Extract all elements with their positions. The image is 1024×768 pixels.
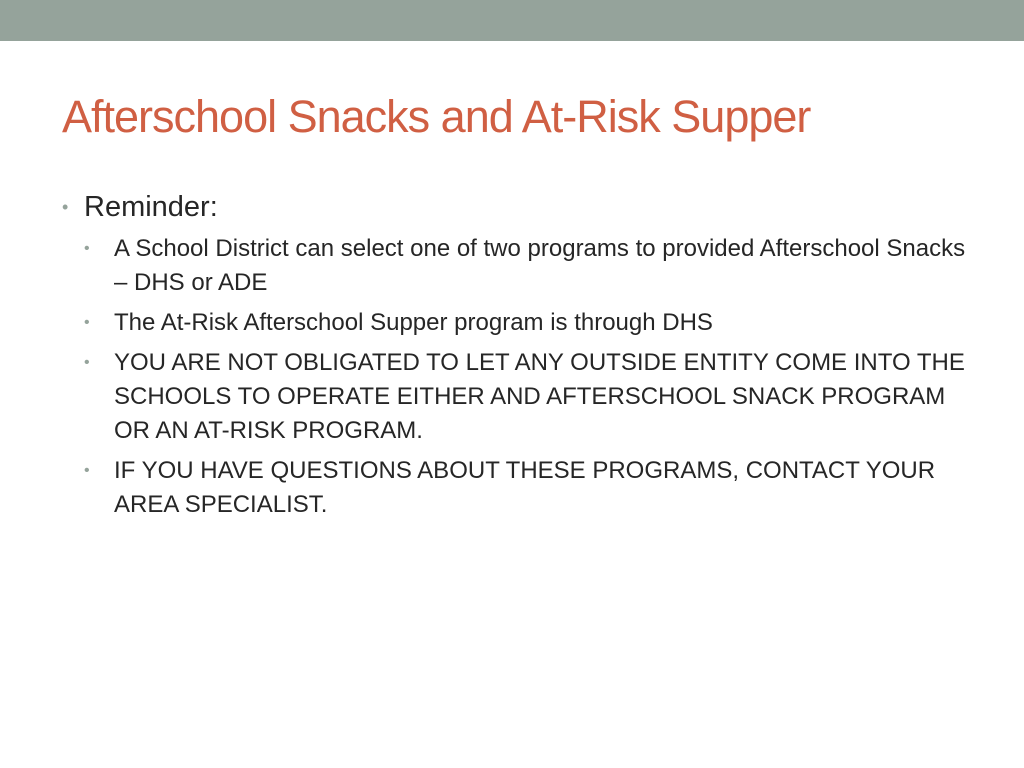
sub-bullet-not-obligated: [84, 346, 982, 448]
sub-bullet-contact-specialist: [84, 454, 982, 522]
sub-bullet-list: [62, 232, 982, 522]
top-accent-band: [0, 0, 1024, 41]
sub-bullet-district-programs: [84, 232, 982, 300]
bullet-dot-icon: •: [84, 354, 90, 371]
bullet-text: Reminder:: [84, 191, 218, 223]
bullet-dot-icon: •: [84, 240, 90, 257]
bullet-dot-icon: •: [84, 462, 90, 479]
bullet-reminder: [62, 188, 982, 226]
sub-bullet-text: A School District can select one of two programs to provided Afterschool Snacks – DHS or ADE: [114, 235, 966, 296]
slide-body: [62, 188, 982, 528]
bullet-dot-icon: •: [84, 314, 90, 331]
sub-bullet-at-risk-supper: [84, 306, 982, 340]
sub-bullet-text: IF YOU HAVE QUESTIONS ABOUT THESE PROGRAMS, CONTACT YOUR AREA SPECIALIST.: [114, 457, 936, 518]
bullet-dot-icon: •: [62, 197, 69, 217]
slide-title: Afterschool Snacks and At-Risk Supper: [62, 91, 811, 142]
sub-bullet-text: YOU ARE NOT OBLIGATED TO LET ANY OUTSIDE ENTITY COME INTO THE SCHOOLS TO OPERATE EITHER AND AFTERSCHOOL SNACK PROGRAM OR AN AT-RISK PROGRAM.: [114, 349, 965, 444]
sub-bullet-text: The At-Risk Afterschool Supper program is through DHS: [114, 309, 713, 336]
